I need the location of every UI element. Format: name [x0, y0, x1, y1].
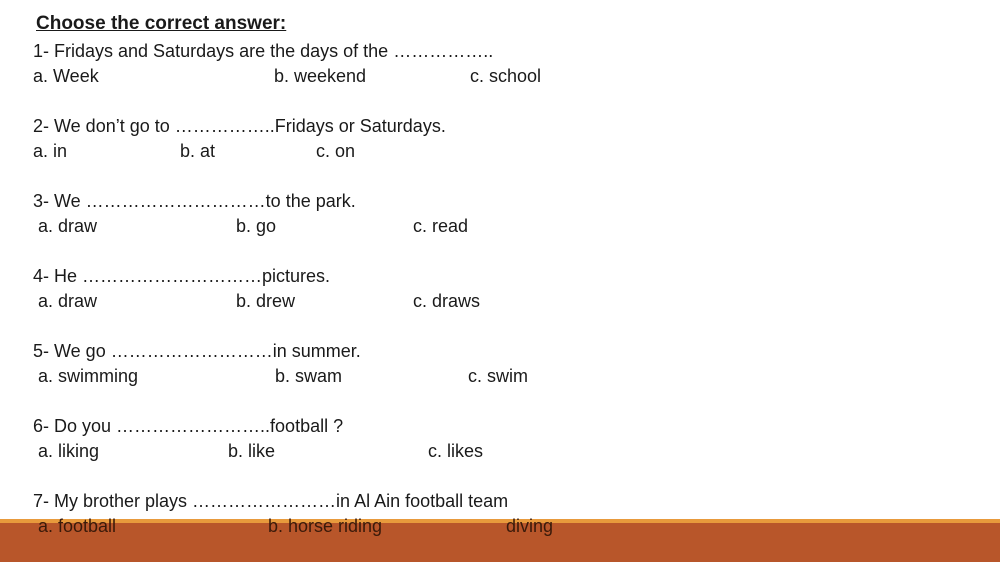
- q4-option-b: b. drew: [236, 291, 296, 311]
- q2-option-a: a. in: [33, 141, 68, 161]
- q3-option-a: a. draw: [38, 216, 98, 236]
- q1-option-a: a. Week: [33, 66, 99, 86]
- question-4: 4- He …………………………pictures.: [33, 266, 331, 286]
- q3-option-b: b. go: [236, 216, 277, 236]
- question-7: 7- My brother plays ……………………in Al Ain football team: [33, 491, 509, 511]
- q2-option-c: c. on: [316, 141, 356, 161]
- question-3: 3- We …………………………to the park.: [33, 191, 356, 211]
- q4-option-a: a. draw: [38, 291, 98, 311]
- q1-option-b: b. weekend: [274, 66, 367, 86]
- q4-option-c: c. draws: [413, 291, 481, 311]
- worksheet-title: Choose the correct answer:: [36, 13, 287, 34]
- footer-bar: [0, 523, 1000, 562]
- q6-option-c: c. likes: [428, 441, 484, 461]
- q6-option-a: a. liking: [38, 441, 100, 461]
- q2-option-b: b. at: [180, 141, 216, 161]
- q6-option-b: b. like: [228, 441, 276, 461]
- question-5: 5- We go ………………………in summer.: [33, 341, 361, 361]
- question-1: 1- Fridays and Saturdays are the days of the ……………..: [33, 41, 494, 61]
- question-2: 2- We don’t go to ……………..Fridays or Saturdays.: [33, 116, 446, 136]
- q3-option-c: c. read: [413, 216, 469, 236]
- q1-option-c: c. school: [470, 66, 542, 86]
- q7-option-c: diving: [506, 516, 554, 536]
- q7-option-b: b. horse riding: [268, 516, 383, 536]
- q5-option-b: b. swam: [275, 366, 343, 386]
- question-6: 6- Do you ……………………..football ?: [33, 416, 344, 436]
- q5-option-a: a. swimming: [38, 366, 139, 386]
- q5-option-c: c. swim: [468, 366, 528, 386]
- q7-option-a: a. football: [38, 516, 117, 536]
